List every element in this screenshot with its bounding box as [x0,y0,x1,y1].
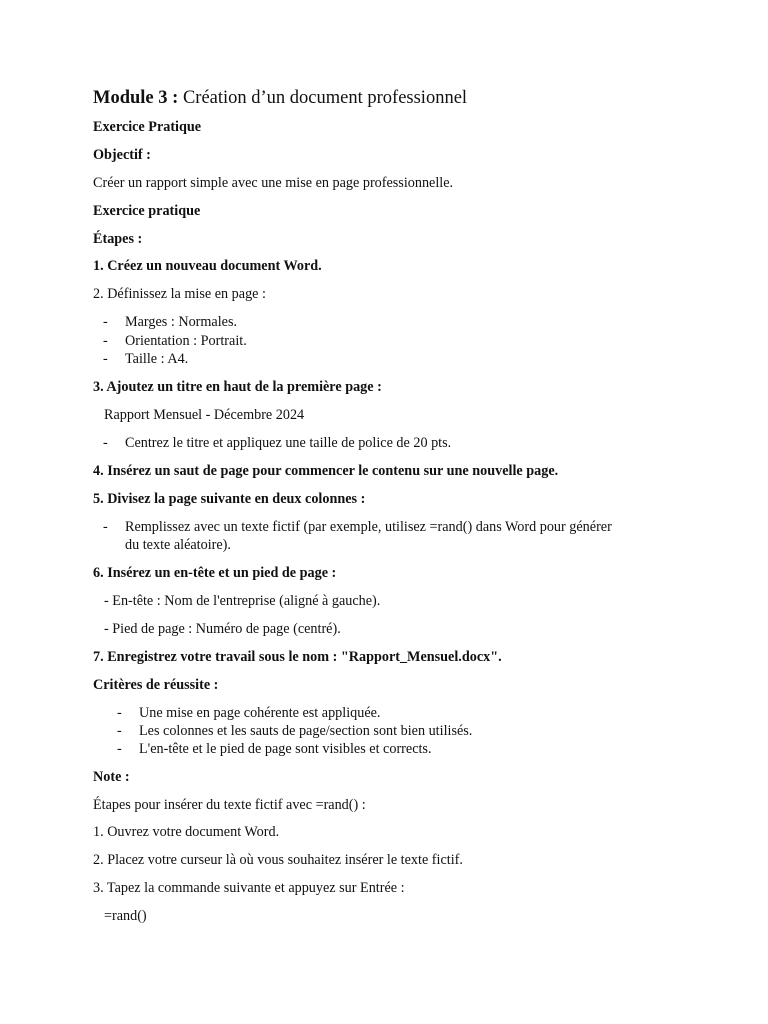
objectif-heading: Objectif : [93,147,151,163]
critere-item: Une mise en page cohérente est appliquée. [139,705,381,721]
list-dash: - [103,351,108,367]
list-dash: - [103,333,108,349]
objectif-text: Créer un rapport simple avec une mise en page professionnelle. [93,175,454,191]
title-text: Création d’un document professionnel [178,88,468,108]
list-item-orientation: Orientation : Portrait. [125,333,247,349]
step-3-report-title: Rapport Mensuel - Décembre 2024 [104,407,305,423]
critere-item: L'en-tête et le pied de page sont visibles et corrects. [139,741,432,757]
step-6: 6. Insérez un en-tête et un pied de page : [93,565,337,581]
step-7: 7. Enregistrez votre travail sous le nom : "Rapport_Mensuel.docx". [93,649,502,665]
list-dash: - [117,741,122,757]
step-6-header: - En-tête : Nom de l'entreprise (aligné à gauche). [104,593,381,609]
critere-item: Les colonnes et les sauts de page/section sont bien utilisés. [139,723,473,739]
list-item-fill-text-cont: du texte aléatoire). [125,537,231,553]
exercice-pratique-subheading: Exercice pratique [93,203,201,219]
list-item-center-title: Centrez le titre et appliquez une taille de police de 20 pts. [125,435,452,451]
step-1: 1. Créez un nouveau document Word. [93,258,322,274]
note-step-2: 2. Placez votre curseur là où vous souhaitez insérer le texte fictif. [93,852,463,868]
list-dash: - [103,519,108,535]
step-6-footer: - Pied de page : Numéro de page (centré). [104,621,341,637]
list-dash: - [103,314,108,330]
title-module: Module 3 : [93,88,179,108]
list-item-margins: Marges : Normales. [125,314,238,330]
note-step-1: 1. Ouvrez votre document Word. [93,824,280,840]
note-heading: Note : [93,769,130,785]
list-dash: - [117,723,122,739]
step-4: 4. Insérez un saut de page pour commencer le contenu sur une nouvelle page. [93,463,559,479]
step-2: 2. Définissez la mise en page : [93,286,266,302]
exercice-pratique-heading: Exercice Pratique [93,119,202,135]
list-dash: - [103,435,108,451]
step-3: 3. Ajoutez un titre en haut de la première page : [93,379,382,395]
etapes-heading: Étapes : [93,231,143,247]
note-command: =rand() [104,908,147,924]
page-title [93,87,467,109]
list-item-size: Taille : A4. [125,351,189,367]
step-5: 5. Divisez la page suivante en deux colonnes : [93,491,366,507]
criteres-heading: Critères de réussite : [93,677,219,693]
list-dash: - [117,705,122,721]
list-item-fill-text: Remplissez avec un texte fictif (par exemple, utilisez =rand() dans Word pour générer [125,519,612,535]
note-intro: Étapes pour insérer du texte fictif avec =rand() : [93,797,366,813]
note-step-3: 3. Tapez la commande suivante et appuyez sur Entrée : [93,880,405,896]
